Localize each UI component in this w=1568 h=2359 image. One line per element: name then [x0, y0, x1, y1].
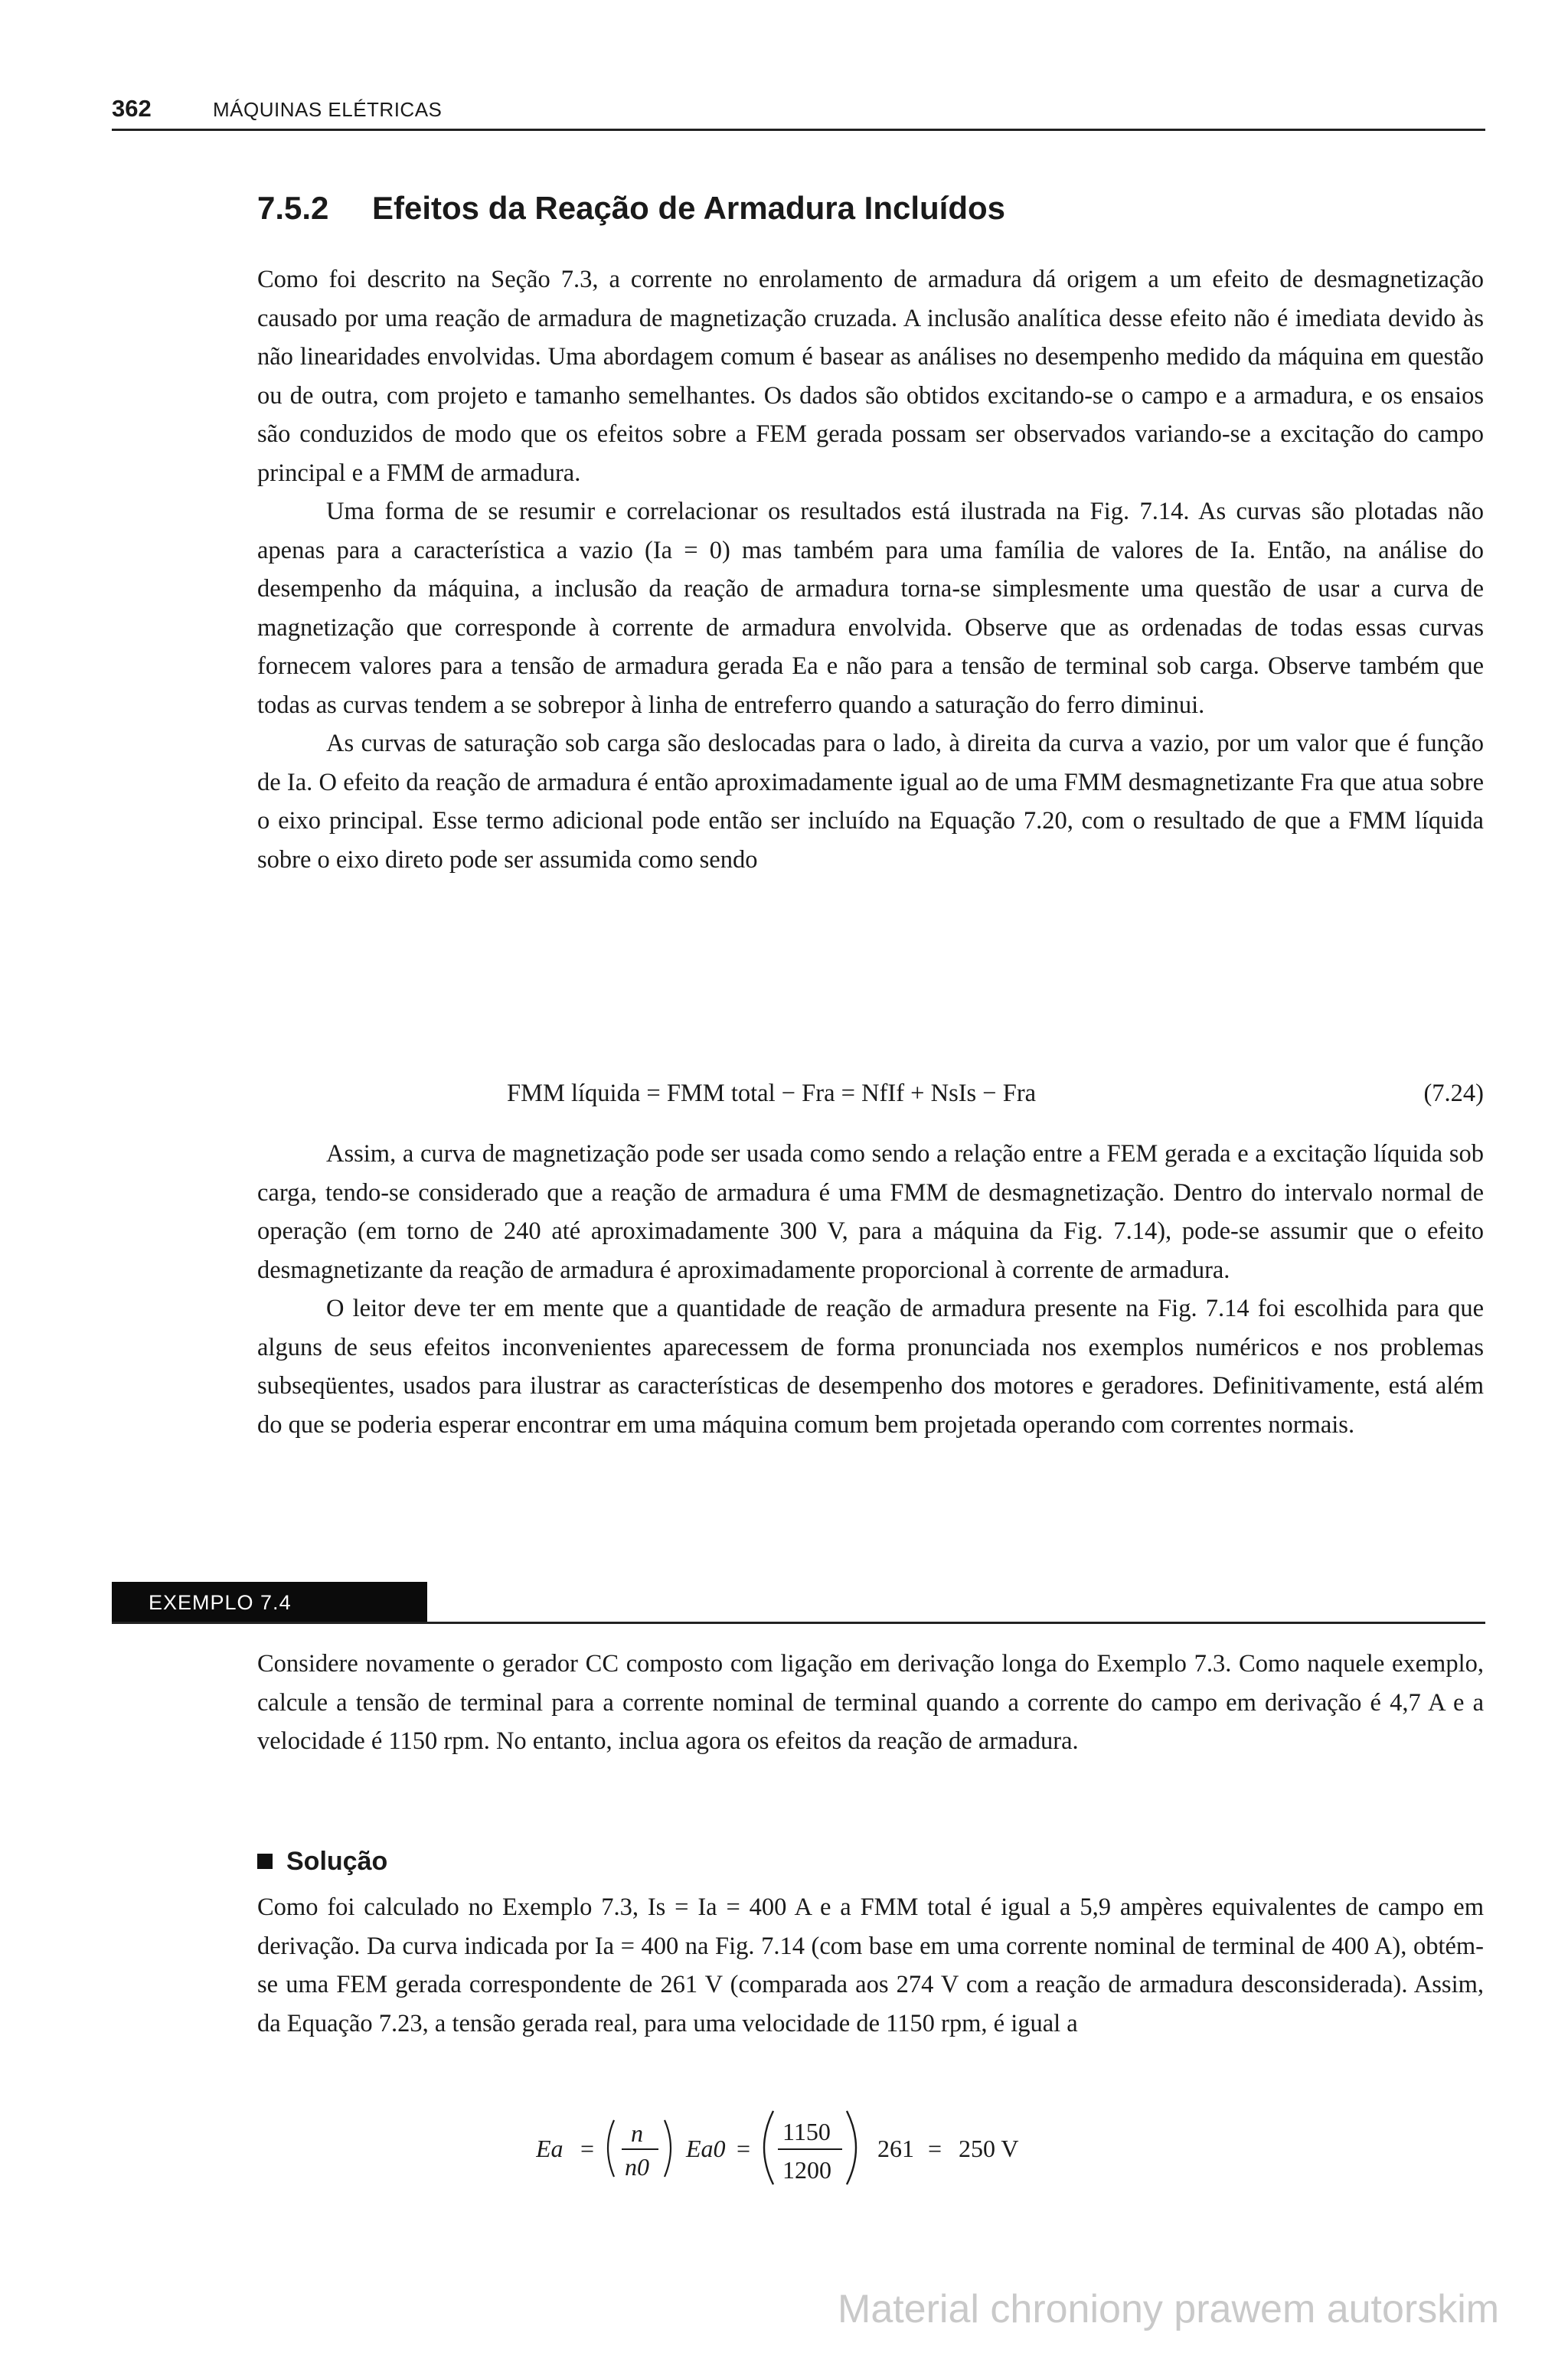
copyright-watermark: Material chroniony prawem autorskim: [838, 2287, 1500, 2331]
equation-7-24: [257, 1080, 1484, 1118]
paragraph-4: Assim, a curva de magnetização pode ser usada como sendo a relação entre a FEM gerada e a excitação líquida sob carga, tendo-se considerado que a reação de armadura é uma FMM de desmagnetização. Dentro do intervalo normal de operação (em torno de 240 até aproximadamente 300 V, para a máquina da Fig. 7.14), pode-se assumir que o efeito desmagnetizante da reação de armadura é aproximadamente proporcional à corrente de armadura.: [257, 1140, 1484, 1284]
svg-text:=: =: [737, 2135, 751, 2162]
formula-value: 261: [877, 2135, 914, 2162]
example-text: Considere novamente o gerador CC composto com ligação em derivação longa do Exemplo 7.3. Como naquele exemplo, calcule a tensão de terminal para a corrente nominal de terminal quando a corrente do campo em derivação é 4,7 A e a velocidade é 1150 rpm. No entanto, inclua agora os efeitos da reação de armadura.: [257, 1650, 1484, 1755]
paragraph-3: As curvas de saturação sob carga são deslocadas para o lado, à direita da curva a vazio, por um valor que é função de Ia. O efeito da reação de armadura é então aproximadamente igual ao de uma FMM desmagnetizante Fra que atua sobre o eixo principal. Esse termo adicional pode então ser incluído na Equação 7.20, com o resultado de que a FMM líquida sobre o eixo direto pode ser assumida como sendo: [257, 730, 1484, 874]
running-head: [112, 95, 1485, 131]
running-title: MÁQUINAS ELÉTRICAS: [213, 98, 443, 121]
right-paren-2: [847, 2111, 856, 2184]
formula-result: 250 V: [959, 2135, 1019, 2162]
svg-text:=: =: [580, 2135, 595, 2162]
formula-num: 1150: [782, 2118, 831, 2145]
armature-voltage-formula: [536, 2102, 1118, 2194]
equation-number: (7.24): [1423, 1080, 1484, 1107]
section-body-continued: [257, 1135, 1484, 1444]
section-number: 7.5.2: [257, 190, 329, 226]
formula-ratio-den: n0: [625, 2153, 649, 2181]
right-paren-1: [665, 2120, 671, 2177]
left-paren-2: [764, 2111, 773, 2184]
paragraph-2: Uma forma de se resumir e correlacionar os resultados está ilustrada na Fig. 7.14. As curvas são plotadas não apenas para a característica a vazio (Ia = 0) mas também para uma família de valores de Ia. Então, na análise do desempenho da máquina, a inclusão da reação de armadura torna-se simplesmente uma questão de usar a curva de magnetização que corresponde à corrente de armadura envolvida. Observe que as ordenadas de todas essas curvas fornecem valores para a tensão de armadura gerada Ea e não para a tensão de terminal sob carga. Observe também que todas as curvas tendem a se sobrepor à linha de entreferro quando a saturação do ferro diminui.: [257, 498, 1484, 719]
solution-text: Como foi calculado no Exemplo 7.3, Is = Ia = 400 A e a FMM total é igual a 5,9 ampères equivalentes de campo em derivação. Da curva indicada por Ia = 400 na Fig. 7.14 (com base em uma corrente nominal de terminal de 400 A), obtém-se uma FEM gerada correspondente de 261 V (comparada aos 274 V com a reação de armadura desconsiderada). Assim, da Equação 7.23, a tensão gerada real, para uma velocidade de 1150 rpm, é igual a: [257, 1893, 1484, 2037]
formula-lhs: Ea: [536, 2135, 564, 2162]
svg-text:=: =: [928, 2135, 942, 2162]
equation-expression: FMM líquida = FMM total − Fra = NfIf + NsIs − Fra: [507, 1080, 1037, 1107]
section-heading: [257, 190, 1005, 227]
formula-ratio-num: n: [631, 2119, 643, 2147]
example-label: EXEMPLO 7.4: [112, 1582, 427, 1622]
example-statement: [257, 1645, 1484, 1761]
solution-body: [257, 1888, 1484, 2043]
paragraph-1: Como foi descrito na Seção 7.3, a corrente no enrolamento de armadura dá origem a um efeito de desmagnetização causado por uma reação de armadura de magnetização cruzada. A inclusão analítica desse efeito não é imediata devido às não linearidades envolvidas. Uma abordagem comum é basear as análises no desempenho medido da máquina em questão ou de outra, com projeto e tamanho semelhantes. Os dados são obtidos excitando-se o campo e a armadura, e os ensaios são conduzidos de modo que os efeitos sobre a FEM gerada possam ser observados variando-se a excitação do campo principal e a FMM de armadura.: [257, 266, 1484, 487]
formula-den: 1200: [782, 2156, 831, 2184]
section-body: [257, 260, 1484, 879]
solution-heading: [257, 1847, 387, 1877]
formula-ea0: Ea0: [686, 2135, 726, 2162]
paragraph-5: O leitor deve ter em mente que a quantidade de reação de armadura presente na Fig. 7.14 foi escolhida para que alguns de seus efeitos inconvenientes aparecessem de forma pronunciada nos exemplos numéricos e nos problemas subseqüentes, usados para ilustrar as características de desempenho dos motores e geradores. Definitivamente, está além do que se poderia esperar encontrar em uma máquina comum bem projetada operando com correntes normais.: [257, 1295, 1484, 1439]
section-title: Efeitos da Reação de Armadura Incluídos: [372, 190, 1005, 226]
square-bullet-icon: [257, 1854, 273, 1869]
left-paren-1: [608, 2120, 614, 2177]
solution-heading-text: Solução: [286, 1847, 388, 1876]
page-number: 362: [112, 95, 152, 122]
example-banner: [112, 1582, 1485, 1624]
